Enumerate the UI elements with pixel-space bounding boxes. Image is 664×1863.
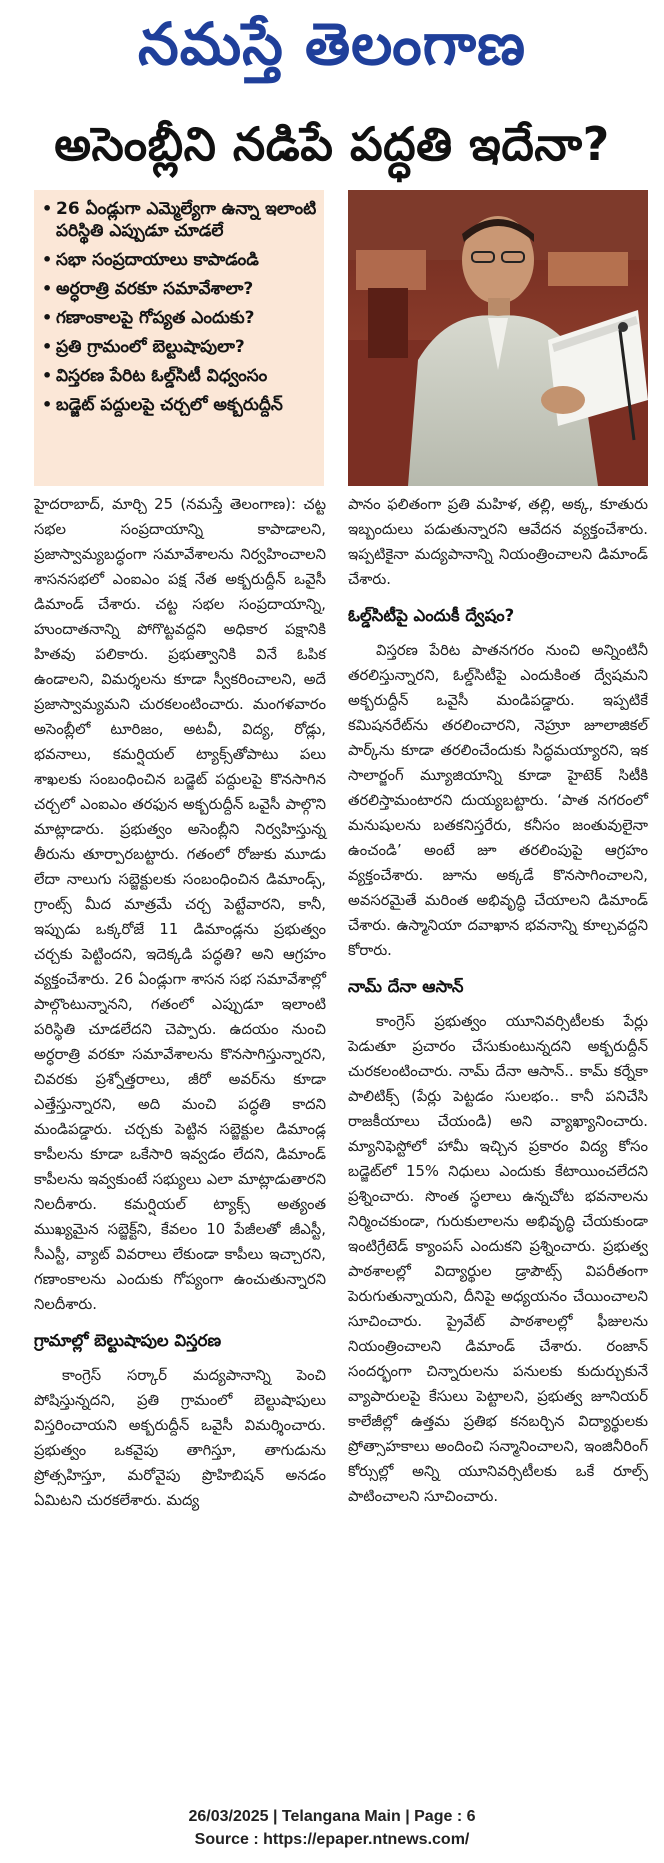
article-paragraph: పానం ఫలితంగా ప్రతి మహిళ, తల్లి, అక్క, కూతురు ఇబ్బందులు పడుతున్నారని ఆవేదన వ్యక్తంచేశారు. ఇప్పటికైనా మద్యపానాన్ని నియంత్రించాలని డిమాండ్ చేశారు. <box>348 496 648 588</box>
bullet-icon: • <box>42 199 53 218</box>
newspaper-logo: నమస్తే తెలంగాణ <box>138 10 526 78</box>
highlight-text: అర్ధరాత్రి వరకూ సమావేశాలా? <box>56 279 254 299</box>
bullet-icon: • <box>42 395 53 414</box>
section-subheading: ఓల్డ్‌సిటీపై ఎందుకీ ద్వేషం? <box>348 606 515 625</box>
article-paragraph: కాంగ్రెస్ సర్కార్ మద్యపానాన్ని పెంచి పోషిస్తున్నదని, ప్రతి గ్రామంలో బెల్టుషాపులు విస్తరించాయని అక్బరుద్దీన్ ఒవైసీ విమర్శించారు. ప్రభుత్వం ఒకవైపు తాగిస్తూ, తాగుడును ప్రోత్సహిస్తూ, మరోవైపు ప్రొహిబిషన్ అనడం ఏమిటని చురకలేశారు. మద్య <box>34 1367 326 1509</box>
article-paragraph: హైదరాబాద్, మార్చి 25 (నమస్తే తెలంగాణ): చట్ట సభల సంప్రదాయాన్ని కాపాడాలని, ప్రజాస్వామ్యబద్ధంగా సమావేశాలను నిర్వహించాలని శాసనసభలో ఎంఐఎం పక్ష నేత అక్బరుద్దీన్ ఒవైసీ డిమాండ్ చేశారు. చట్ట సభల సంప్రదాయాన్ని, హుందాతనాన్ని పోగొట్టవద్దని అధికార పక్షానికి హితవు పలికారు. ప్రభుత్వానికి వినే ఓపిక ఉండాలని, విమర్శలను కూడా స్వీకరించాలని, అదే ప్రజాస్వామ్యమని చురకలంటించారు. మంగళవారం అసెంబ్లీలో టూరిజం, అటవీ, విద్య, రోడ్లు, భవనాలు, కమర్షియల్ ట్యాక్స్‌తోపాటు పలు శాఖలకు సంబంధించిన బడ్జెట్ పద్దులపై కొనసాగిన చర్చలో ఎంఐఎం తరఫున అక్బరుద్దీన్ ఒవైసీ పాల్గొని మాట్లాడారు. ప్రభుత్వం అసెంబ్లీని నిర్వహిస్తున్న తీరును తూర్పారబట్టారు. గతంలో రోజుకు మూడు లేదా నాలుగు సబ్జెక్టులకు సంబంధించిన డిమాండ్స్, గ్రాంట్స్ మీద మాత్రమే చర్చ పెట్టేవారని, కానీ, ఇప్పుడు ఒక్కరోజే 11 డిమాండ్లను ప్రభుత్వం చర్చకు పెట్టిందని, ఇదెక్కడి పద్ధతి? అని ఆగ్రహం వ్యక్తంచేశారు. 26 ఏండ్లుగా శాసన సభ సమావేశాల్లో పాల్గొంటున్నానని, గతంలో ఎప్పుడూ ఇలాంటి పరిస్థితి చూడలేదని చెప్పారు. ఉదయం నుంచి అర్ధరాత్రి వరకూ సమావేశాలను కొనసాగిస్తున్నారని, చివరకు ప్రశ్నోత్తరాలు, జీరో అవర్‌ను కూడా ఎత్తేస్తున్నారని, అది మంచి పద్ధతి కాదని మండిపడ్డారు. చర్చకు పెట్టిన సబ్జెక్టుల డిమాండ్ల కాపీలను కూడా ఒకేసారి ఇవ్వడం లేదని, డిమాండ్ కాపీలను ఇవ్వకుంటే సభ్యులు ఎలా మాట్లాడుతారని నిలదీశారు. కమర్షియల్ ట్యాక్స్ అత్యంత ముఖ్యమైన సబ్జెక్ట్‌ని, కేవలం 10 పేజీలతో జీఎస్టీ, సీఎస్టీ, వ్యాట్ వివరాలు లేకుండా కాపీలు ఇచ్చారని, గణాంకాలను ఎందుకు గోప్యంగా ఉంచుతున్నారని నిలదీశారు. <box>34 496 326 1313</box>
bullet-icon: • <box>42 279 53 298</box>
bullet-icon: • <box>42 250 53 269</box>
highlight-text: 26 ఏండ్లుగా ఎమ్మెల్యేగా ఉన్నా ఇలాంటి పరిస్థితి ఎప్పుడూ చూడలే <box>56 199 317 241</box>
highlight-item <box>42 198 318 242</box>
highlight-text: సభా సంప్రదాయాలు కాపాడండి <box>56 250 259 270</box>
bullet-icon: • <box>42 337 53 356</box>
highlight-text: విస్తరణ పేరిట ఓల్డ్‌సిటీ విధ్వంసం <box>56 366 268 386</box>
bullet-icon: • <box>42 308 53 327</box>
highlight-item <box>42 307 318 329</box>
highlights-box <box>34 190 324 486</box>
highlight-text: గణాంకాలపై గోప్యత ఎందుకు? <box>56 308 255 328</box>
highlight-item <box>42 394 318 416</box>
section-subheading: నామ్ దేనా ఆసాన్ <box>348 977 464 996</box>
section-subheading: గ్రామాల్లో బెల్టుషాపుల విస్తరణ <box>34 1331 222 1350</box>
article-paragraph: కాంగ్రెస్ ప్రభుత్వం యూనివర్సిటీలకు పేర్లు పెడుతూ ప్రచారం చేసుకుంటున్నదని అక్బరుద్దీన్ చురకలంటించారు. నామ్ దేనా ఆసాన్.. కామ్ కర్నేకా పాలిటిక్స్ (పేర్లు పెట్టడం సులభం.. కానీ పనిచేసి రాజకీయాలు చేయండి) అని వ్యాఖ్యానించారు. మ్యానిఫెస్టోలో హామీ ఇచ్చిన ప్రకారం విద్య కోసం బడ్జెట్‌లో 15% నిధులు ఎందుకు కేటాయించలేదని ప్రశ్నించారు. సొంత స్థలాలు ఉన్నచోట భవనాలను నిర్మించకుండా, గురుకులాలను అభివృద్ధి చేయకుండా ఇంటిగ్రేటెడ్ క్యాంపస్ ఎందుకని ప్రశ్నించారు. ప్రభుత్వ పాఠశాలల్లో విద్యార్థుల డ్రాపౌట్స్ విపరీతంగా పెరుగుతున్నాయని, దీనిపై అధ్యయనం చేయించాలని సూచించారు. ప్రైవేట్ పాఠశాలల్లో ఫీజులను నియంత్రించాలని డిమాండ్ చేశారు. రంజాన్ సందర్భంగా చిన్నారులను పనులకు కుదుర్చుకునే వ్యాపారులపై కేసులు పెట్టాలని, ప్రభుత్వ జూనియర్ కాలేజీల్లో ఉత్తమ ప్రతిభ కనబర్చిన విద్యార్థులకు ప్రోత్సాహకాలు అందించి సన్మానించాలని, ఇంజినీరింగ్ కోర్సుల్లో అన్ని యూనివర్సిటీలకు ఒకే రూల్స్ పాటించాలని సూచించారు. <box>348 1013 648 1505</box>
speaker-photo-illustration <box>348 190 648 486</box>
article-column-left <box>34 492 326 1513</box>
masthead <box>0 0 664 96</box>
article-paragraph: విస్తరణ పేరిట పాతనగరం నుంచి అన్నింటినీ తరలిస్తున్నారని, ఓల్డ్‌సిటీపై ఎందుకింత ద్వేషమని అక్బరుద్దీన్ ఒవైసీ మండిపడ్డారు. ఇప్పటికే కమిషనరేట్‌ను తరలించారని, నెహ్రూ జూలాజికల్ పార్క్‌ను కూడా తరలించేందుకు సిద్ధమయ్యారని, ఇక సాలార్జంగ్ మ్యూజియాన్ని కూడా హైటెక్ సిటీకి తరలిస్తామంటారని దుయ్యబట్టారు. ‘పాత నగరంలో మనుషులను బతకనిస్తరేరు, కనీసం జంతువులైనా ఉంచండి’ అంటే జూ తరలింపుపై ఆగ్రహం వ్యక్తంచేశారు. జూను అక్కడే కొనసాగించాలని, అవసరమైతే మరింత అభివృద్ధి చేయాలని డిమాండ్ చేశారు. ఉస్మానియా దవాఖాన భవనాన్ని కూల్చవద్దని కోరారు. <box>348 642 648 959</box>
highlight-item <box>42 336 318 358</box>
source-link[interactable]: Source : https://epaper.ntnews.com/ <box>194 1831 470 1848</box>
highlight-text: ప్రతి గ్రామంలో బెల్టుషాపులా? <box>56 337 245 357</box>
headline: అసెంబ్లీని నడిపే పద్ధతి ఇదేనా? <box>54 117 610 171</box>
highlight-text: బడ్జెట్ పద్దులపై చర్చలో అక్బరుద్దీన్ <box>56 395 283 415</box>
bullet-icon: • <box>42 366 53 385</box>
edition-info: 26/03/2025 | Telangana Main | Page : 6 <box>188 1808 476 1825</box>
highlight-item <box>42 365 318 387</box>
highlight-item <box>42 278 318 300</box>
article-column-right <box>348 492 648 1509</box>
highlight-item <box>42 249 318 271</box>
speaker-photo <box>348 190 648 486</box>
